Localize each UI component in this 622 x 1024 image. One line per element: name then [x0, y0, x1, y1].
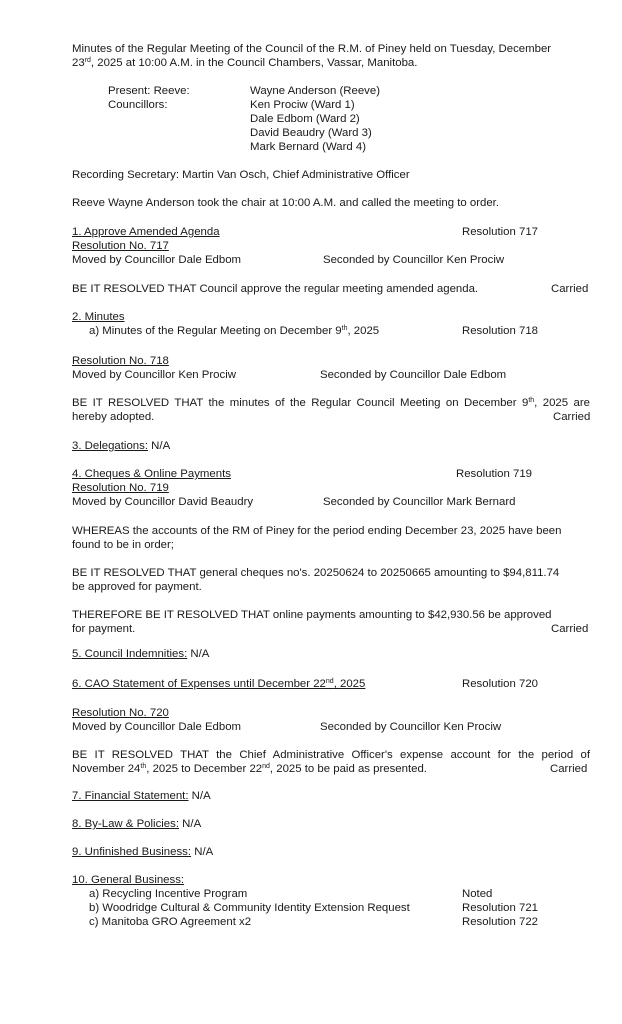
section-6-seconded: Seconded by Councillor Ken Prociw — [320, 721, 502, 733]
section-6-heading — [72, 677, 365, 691]
section-5-heading: 5. Council Indemnities: — [72, 648, 188, 660]
section-4-resolution-ref: Resolution 719 — [456, 468, 532, 480]
text-pre: BE IT RESOLVED THAT the minutes of the Regular Council Meeting on December 9 — [72, 397, 529, 409]
reeve-label: Present: Reeve: — [108, 85, 190, 97]
section-4-online-1: THEREFORE BE IT RESOLVED THAT online payments amounting to $42,930.56 be approved — [72, 609, 552, 621]
section-10-heading: 10. General Business: — [72, 874, 185, 886]
section-4-status: Carried — [551, 623, 589, 635]
item-a-year: , 2025 — [347, 325, 380, 337]
section-4-whereas-1: WHEREAS the accounts of the RM of Piney for the period ending December 23, 2025 have been — [72, 525, 562, 537]
general-business-item-b-ref: Resolution 721 — [462, 902, 538, 914]
section-6-resolution-text-2 — [72, 762, 427, 776]
text-b: , 2025 to December 22 — [146, 763, 263, 775]
heading-post: , 2025 — [333, 678, 366, 690]
section-4-cheques-1: BE IT RESOLVED THAT general cheques no's. 20250624 to 20250665 amounting to $94,811.74 — [72, 567, 560, 579]
section-7-heading: 7. Financial Statement: — [72, 790, 189, 802]
section-3-value: N/A — [151, 440, 171, 452]
reeve-name: Wayne Anderson (Reeve) — [250, 85, 381, 97]
section-3 — [72, 439, 170, 453]
section-2-item-a — [89, 324, 379, 338]
councillor-ward-2: Dale Edbom (Ward 2) — [250, 113, 360, 125]
text-sup-1: th — [140, 763, 147, 770]
section-4-heading: 4. Cheques & Online Payments — [72, 468, 231, 480]
general-business-item-a: a) Recycling Incentive Program — [89, 888, 248, 900]
section-5-value: N/A — [190, 648, 210, 660]
section-4-cheques-2: be approved for payment. — [72, 581, 202, 593]
section-6-resolution-no: Resolution No. 720 — [72, 707, 169, 719]
recording-secretary: Recording Secretary: Martin Van Osch, Chief Administrative Officer — [72, 169, 410, 181]
text-sup-2: nd — [262, 763, 270, 770]
item-a-text: a) Minutes of the Regular Meeting on December 9 — [89, 325, 342, 337]
section-3-heading: 3. Delegations: — [72, 440, 148, 452]
section-1-moved: Moved by Councillor Dale Edbom — [72, 254, 242, 266]
section-4-resolution-no: Resolution No. 719 — [72, 482, 169, 494]
section-1-heading: 1. Approve Amended Agenda — [72, 226, 220, 238]
councillor-ward-4: Mark Bernard (Ward 4) — [250, 141, 367, 153]
councillor-ward-3: David Beaudry (Ward 3) — [250, 127, 372, 139]
section-2-resolution-ref: Resolution 718 — [462, 325, 538, 337]
councillor-ward-1: Ken Prociw (Ward 1) — [250, 99, 355, 111]
general-business-item-b: b) Woodridge Cultural & Community Identity Extension Request — [89, 902, 410, 914]
section-2-resolution-no: Resolution No. 718 — [72, 355, 169, 367]
section-2-status: Carried — [553, 411, 591, 423]
section-2-seconded: Seconded by Councillor Dale Edbom — [320, 369, 507, 381]
section-9-value: N/A — [194, 846, 214, 858]
section-2-heading: 2. Minutes — [72, 311, 125, 323]
section-9-heading: 9. Unfinished Business: — [72, 846, 192, 858]
intro-day-suffix: rd — [84, 57, 91, 64]
intro-day: 23 — [72, 57, 85, 69]
section-4-online-2: for payment. — [72, 623, 136, 635]
section-2-resolution-text-2: hereby adopted. — [72, 411, 155, 423]
heading-suffix: nd — [325, 678, 334, 685]
text-c: , 2025 to be paid as presented. — [269, 763, 427, 775]
section-4-whereas-2: found to be in order; — [72, 539, 174, 551]
section-5 — [72, 647, 209, 661]
section-6-moved: Moved by Councillor Dale Edbom — [72, 721, 242, 733]
intro-rest: , 2025 at 10:00 A.M. in the Council Chambers, Vassar, Manitoba. — [90, 57, 418, 69]
section-9 — [72, 845, 213, 859]
section-1-resolution-text: BE IT RESOLVED THAT Council approve the regular meeting amended agenda. — [72, 283, 479, 295]
section-7-value: N/A — [191, 790, 211, 802]
general-business-item-c: c) Manitoba GRO Agreement x2 — [89, 916, 252, 928]
general-business-item-c-ref: Resolution 722 — [462, 916, 538, 928]
section-1-seconded: Seconded by Councillor Ken Prociw — [323, 254, 505, 266]
section-1-status: Carried — [551, 283, 589, 295]
general-business-item-a-ref: Noted — [462, 888, 493, 900]
section-2-resolution-text — [72, 396, 590, 410]
section-2-moved: Moved by Councillor Ken Prociw — [72, 369, 236, 381]
section-4-seconded: Seconded by Councillor Mark Bernard — [323, 496, 516, 508]
heading-pre: 6. CAO Statement of Expenses until December 22 — [72, 678, 326, 690]
section-6-resolution-ref: Resolution 720 — [462, 678, 538, 690]
section-4-moved: Moved by Councillor David Beaudry — [72, 496, 254, 508]
text-post: , 2025 are — [534, 397, 590, 409]
section-1-resolution-ref: Resolution 717 — [462, 226, 538, 238]
text-a: November 24 — [72, 763, 141, 775]
item-a-suffix: th — [341, 325, 348, 332]
section-8 — [72, 817, 201, 831]
section-6-resolution-text-1: BE IT RESOLVED THAT the Chief Administrative Officer's expense account for the period of — [72, 749, 590, 761]
call-to-order: Reeve Wayne Anderson took the chair at 10:00 A.M. and called the meeting to order. — [72, 197, 499, 209]
councillors-label: Councillors: — [108, 99, 168, 111]
intro-line-1: Minutes of the Regular Meeting of the Council of the R.M. of Piney held on Tuesday, December — [72, 43, 552, 55]
section-7 — [72, 789, 211, 803]
section-6-status: Carried — [550, 763, 588, 775]
section-8-heading: 8. By-Law & Policies: — [72, 818, 179, 830]
section-8-value: N/A — [182, 818, 202, 830]
text-suffix: th — [528, 397, 535, 404]
section-1-resolution-no: Resolution No. 717 — [72, 240, 169, 252]
intro-line-2 — [72, 56, 417, 70]
